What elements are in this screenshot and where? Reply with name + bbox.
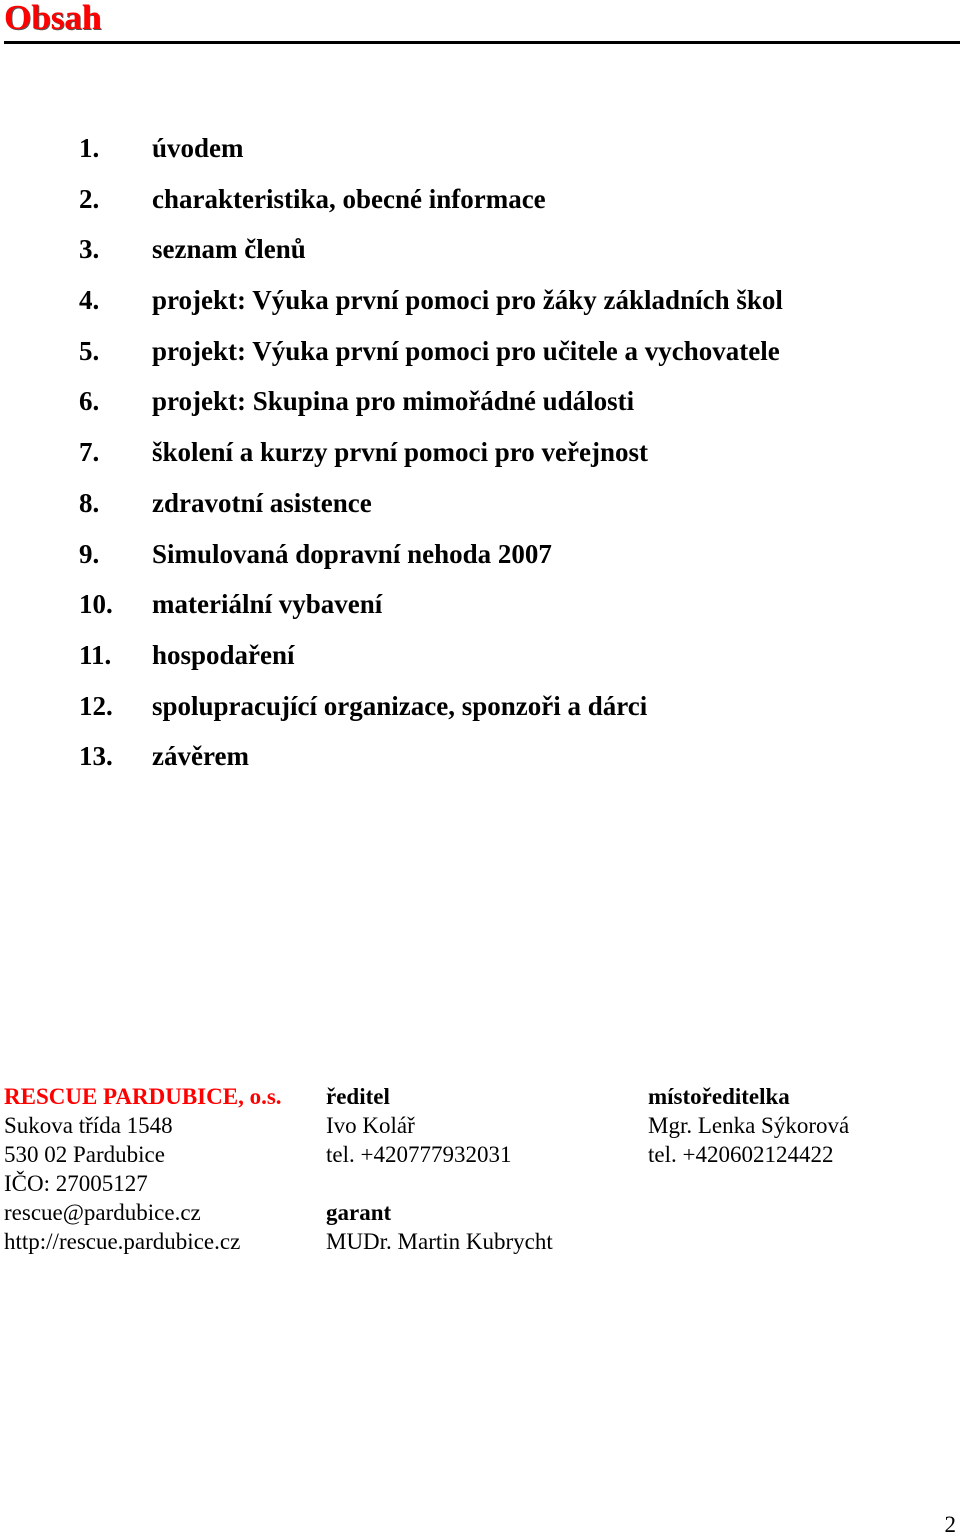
organization-name: RESCUE PARDUBICE, o.s. [4,1084,282,1109]
toc-item-number: 8. [79,487,100,518]
director-contact [326,1082,553,1256]
toc-item-number: 10. [79,589,113,620]
toc-item-number: 11. [79,639,112,670]
toc-item-text: Simulovaná dopravní nehoda 2007 [152,538,552,569]
deputy-phone: tel. +420602124422 [648,1142,834,1167]
toc-item-number: 2. [79,183,100,214]
toc-item-number: 4. [79,285,100,316]
toc-item-text: seznam členů [152,234,306,265]
organization-city: 530 02 Pardubice [4,1142,165,1167]
director-role: ředitel [326,1084,390,1109]
director-phone: tel. +420777932031 [326,1142,512,1167]
title-divider [4,41,960,44]
spacer [326,1169,553,1198]
organization-contact [4,1082,282,1256]
toc-item-number: 5. [79,335,100,366]
director-name: Ivo Kolář [326,1113,415,1138]
toc-item-text: úvodem [152,133,244,163]
toc-item-text: charakteristika, obecné informace [152,183,546,214]
organization-email-link[interactable]: rescue@pardubice.cz [4,1200,201,1225]
toc-item-text: školení a kurzy první pomoci pro veřejnost [152,437,649,468]
guarantor-role: garant [326,1200,392,1225]
toc-item-text: materiální vybavení [152,589,383,620]
page-number: 2 [944,1512,956,1537]
toc-item-text: projekt: Výuka první pomoci pro učitele a vychovatele [152,335,780,366]
toc-item-text: hospodaření [152,639,295,670]
deputy-role: místoředitelka [648,1084,790,1109]
deputy-name: Mgr. Lenka Sýkorová [648,1113,850,1138]
toc-item-number: 13. [79,741,113,772]
organization-ico: IČO: 27005127 [4,1171,148,1196]
guarantor-name: MUDr. Martin Kubrycht [326,1229,553,1254]
toc-item-number: 9. [79,538,100,569]
toc-item-text: projekt: Skupina pro mimořádné události [152,386,635,417]
toc-item-number: 1. [79,133,100,163]
toc-item-text: zdravotní asistence [152,487,372,518]
toc-item-number: 6. [79,386,100,417]
toc-item-number: 12. [79,690,113,721]
organization-street: Sukova třída 1548 [4,1113,173,1138]
toc-item-number: 3. [79,234,100,265]
toc-item-text: závěrem [152,741,249,772]
organization-web-link[interactable]: http://rescue.pardubice.cz [4,1229,241,1254]
toc-item-text: projekt: Výuka první pomoci pro žáky základních škol [152,285,783,316]
page-title: Obsah [4,0,102,37]
toc-item-text: spolupracující organizace, sponzoři a dárci [152,690,648,721]
toc-item-number: 7. [79,437,100,468]
deputy-contact [648,1082,849,1169]
